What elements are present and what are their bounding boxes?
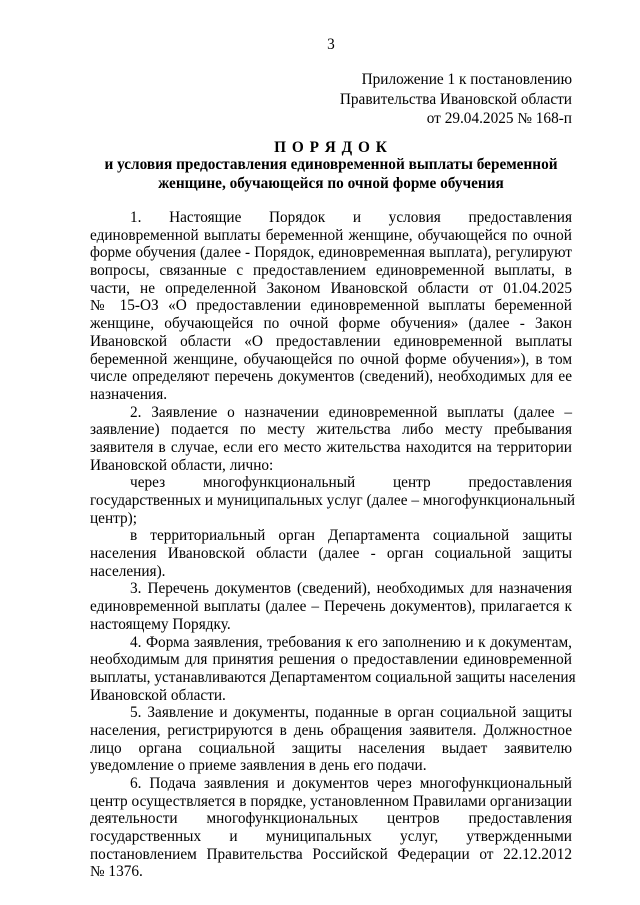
text-line: заявление) подается по месту жительства либо месту пребывания (90, 421, 572, 439)
text-line: 2. Заявление о назначении единовременной выплаты (далее – (130, 403, 572, 421)
text-line: через многофункциональный центр предоставления (130, 474, 572, 492)
text-line: назначения. (90, 385, 168, 403)
text-line: единовременной выплаты (далее – Перечень документов), прилагается к (90, 598, 572, 616)
text-line: необходимым для принятия решения о предоставлении единовременной (90, 651, 572, 669)
text-line: центр осуществляется в порядке, установленном Правилами организации (90, 792, 572, 810)
text-line: беременной женщине, обучающейся по очной форме обучения»), в том (90, 350, 572, 368)
text-line: 5. Заявление и документы, поданные в орган социальной защиты (130, 704, 572, 722)
page-number: 3 (327, 36, 335, 53)
text-line: настоящему Порядку. (90, 615, 231, 633)
document-body (90, 209, 576, 881)
text-line: государственных и муниципальных услуг (далее – многофункциональный (90, 492, 576, 509)
text-line: № 1376. (90, 863, 143, 881)
text-line: части, не определенной Законом Ивановской области от 01.04.2025 (90, 279, 572, 297)
text-line: женщине, обучающейся по очной форме обучения» (далее - Закон (90, 315, 572, 333)
paragraph-6 (90, 775, 572, 881)
text-line: заявителя в случае, если его место жительства находится на территории (90, 438, 572, 456)
text-line: уведомление о приеме заявления в день его подачи. (90, 757, 427, 775)
text-line: центр); (90, 509, 138, 527)
text-line: Ивановской области «О предоставлении единовременной выплаты (90, 332, 572, 350)
text-line: 3. Перечень документов (сведений), необходимых для назначения (130, 580, 572, 598)
text-line: Ивановской области, лично: (90, 456, 274, 474)
text-line: населения). (90, 562, 166, 580)
subtitle-line: и условия предоставления единовременной выплаты беременной (104, 156, 558, 173)
text-line: 4. Форма заявления, требования к его заполнению и к документам, (130, 633, 572, 651)
document-title: П О Р Я Д О К (274, 139, 388, 156)
subtitle-line: женщине, обучающейся по очной форме обучения (158, 175, 504, 192)
text-line: единовременной выплаты беременной женщине, обучающейся по очной (90, 226, 572, 244)
paragraph-5 (90, 704, 572, 775)
text-line: государственных и муниципальных услуг, утвержденными (90, 828, 572, 846)
text-line: населения, регистрируются в день обращения заявителя. Должностное (90, 721, 572, 739)
text-line: населения Ивановской области (далее - орган социальной защиты (90, 545, 572, 563)
text-line: в территориальный орган Департамента социальной защиты (130, 527, 572, 545)
text-line: выплаты, устанавливаются Департаментом социальной защиты населения (90, 668, 576, 686)
text-line: форме обучения (далее - Порядок, единовременная выплата), регулируют (90, 244, 572, 262)
text-line: постановлением Правительства Российской Федерации от 22.12.2012 (90, 845, 572, 863)
paragraph-2 (90, 404, 572, 475)
paragraph-3 (90, 580, 572, 633)
paragraph-2-option-social-protection (90, 527, 572, 580)
appendix-line: Правительства Ивановской области (339, 90, 572, 108)
appendix-line: Приложение 1 к постановлению (361, 71, 572, 88)
paragraph-1 (90, 209, 572, 404)
text-line: 6. Подача заявления и документов через многофункциональный (130, 775, 572, 792)
appendix-line: от 29.04.2025 № 168-п (426, 110, 572, 127)
text-line: вопросы, связанные с предоставлением единовременной выплаты, в (90, 262, 572, 280)
paragraph-2-option-mfc (90, 474, 576, 527)
paragraph-4 (90, 633, 576, 705)
text-line: № 15-ОЗ «О предоставлении единовременной выплаты беременной (90, 297, 572, 315)
document-subtitle (90, 155, 572, 193)
text-line: числе определяют перечень документов (сведений), необходимых для ее (90, 368, 572, 386)
text-line: деятельности многофункциональных центров предоставления (90, 810, 572, 828)
text-line: Ивановской области. (90, 686, 226, 704)
text-line: лицо органа социальной защиты населения выдает заявителю (90, 739, 572, 757)
appendix-reference (90, 70, 572, 129)
text-line: 1. Настоящие Порядок и условия предоставления (130, 209, 572, 226)
